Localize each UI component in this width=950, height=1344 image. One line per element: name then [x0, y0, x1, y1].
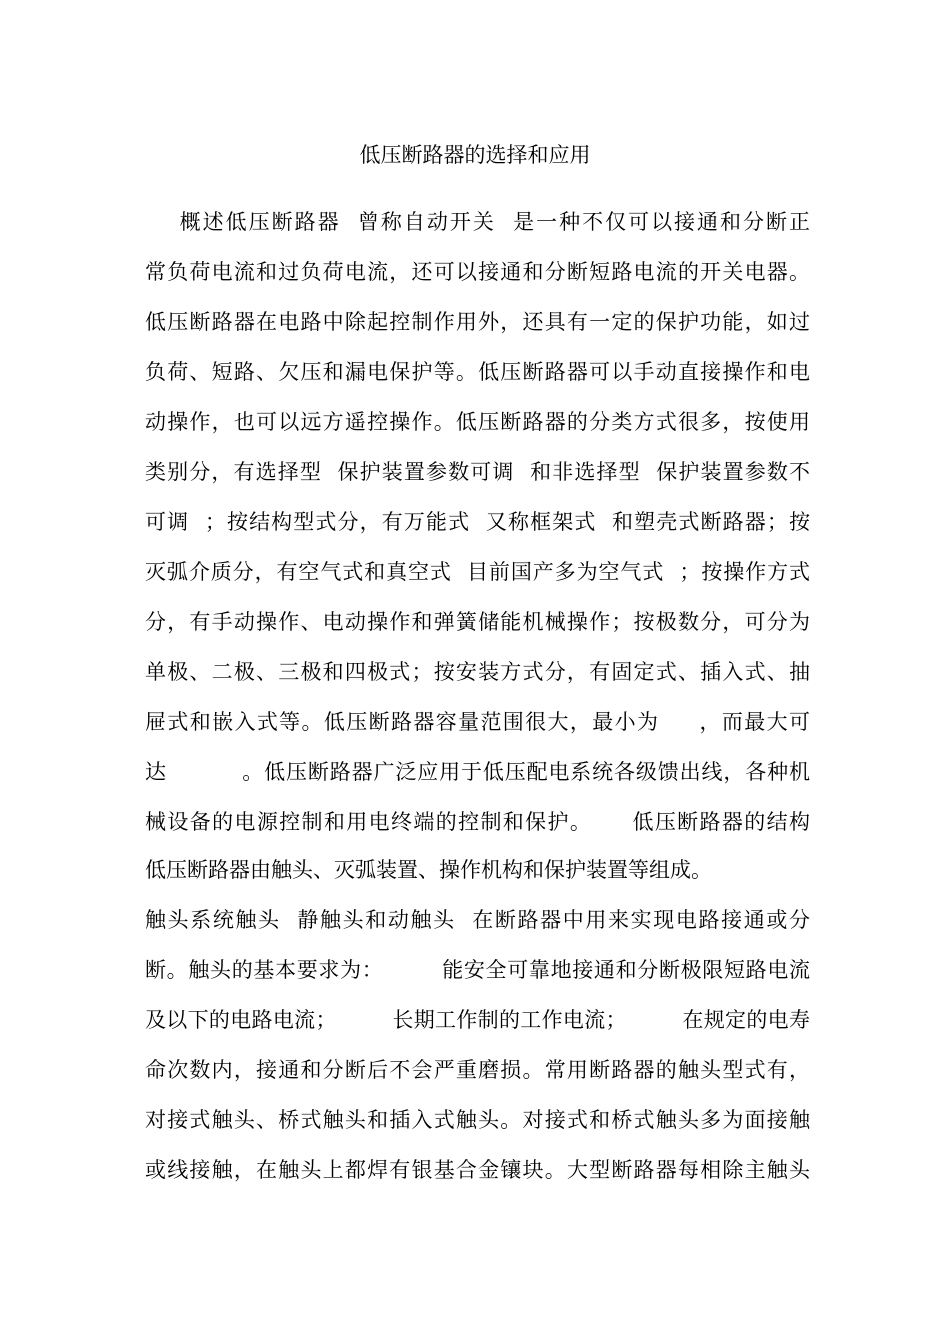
text-line: 及以下的电路电流； 长期工作制的工作电流； 在规定的电寿	[145, 1008, 810, 1032]
text-line: 可调 ；按结构型式分，有万能式 又称框架式 和塑壳式断路器；按	[145, 510, 810, 534]
text-line: 常负荷电流和过负荷电流，还可以接通和分断短路电流的开关电器。	[145, 260, 810, 284]
text-line: 命次数内，接通和分断后不会严重磨损。常用断路器的触头型式有，	[145, 1058, 810, 1082]
text-line: 类别分，有选择型 保护装置参数可调 和非选择型 保护装置参数不	[145, 460, 810, 484]
text-line: 低压断路器由触头、灭弧装置、操作机构和保护装置等组成。	[145, 858, 712, 882]
text-line: 负荷、短路、欠压和漏电保护等。低压断路器可以手动直接操作和电	[145, 360, 810, 384]
text-line: 对接式触头、桥式触头和插入式触头。对接式和桥式触头多为面接触	[145, 1108, 810, 1132]
text-line: 灭弧介质分，有空气式和真空式 目前国产多为空气式 ；按操作方式	[145, 560, 810, 584]
text-line: 械设备的电源控制和用电终端的控制和保护。 低压断路器的结构	[145, 810, 810, 834]
text-line: 单极、二极、三极和四极式；按安装方式分，有固定式、插入式、抽	[145, 660, 810, 684]
text-line: 触头系统触头 静触头和动触头 在断路器中用来实现电路接通或分	[145, 908, 810, 932]
document-title: 低压断路器的选择和应用	[359, 143, 591, 167]
text-line: 或线接触，在触头上都焊有银基合金镶块。大型断路器每相除主触头	[145, 1158, 810, 1182]
text-line: 断。触头的基本要求为： 能安全可靠地接通和分断极限短路电流	[145, 958, 810, 982]
text-line: 低压断路器在电路中除起控制作用外，还具有一定的保护功能，如过	[145, 310, 810, 334]
text-line: 分，有手动操作、电动操作和弹簧储能机械操作；按极数分，可分为	[145, 610, 810, 634]
text-line: 动操作，也可以远方遥控操作。低压断路器的分类方式很多，按使用	[145, 410, 810, 434]
text-line: 概述低压断路器 曾称自动开关 是一种不仅可以接通和分断正	[145, 210, 810, 234]
text-line: 屉式和嵌入式等。低压断路器容量范围很大，最小为 ，而最大可	[145, 710, 810, 734]
text-line: 达 。低压断路器广泛应用于低压配电系统各级馈出线，各种机	[145, 760, 810, 784]
